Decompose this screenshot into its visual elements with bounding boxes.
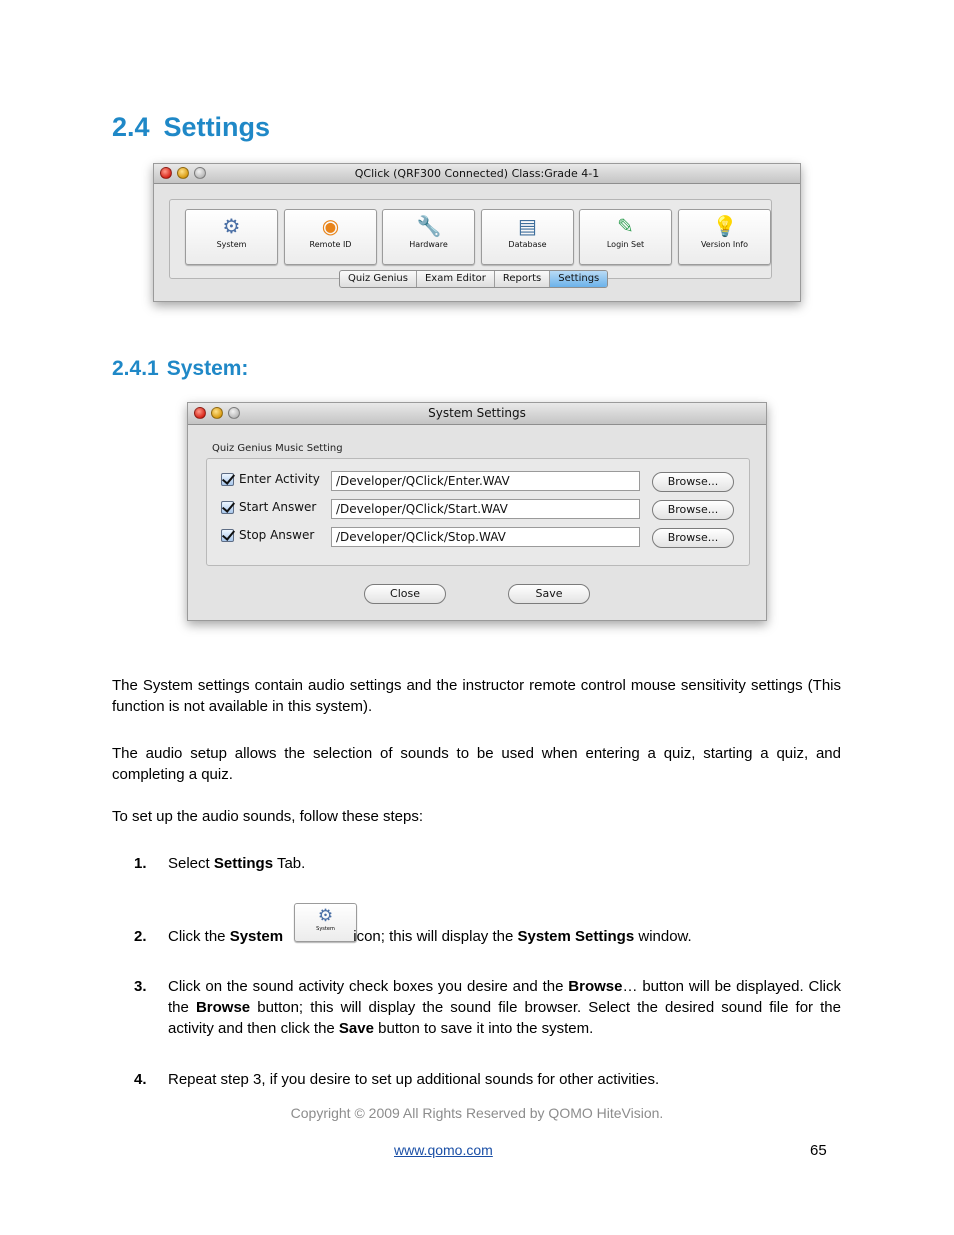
tab-reports[interactable]: Reports (495, 271, 550, 287)
start-answer-browse-button[interactable]: Browse... (652, 500, 734, 520)
system-inline-icon-label: System (316, 926, 335, 932)
main-window-titlebar (154, 164, 800, 184)
stop-answer-browse-button[interactable]: Browse... (652, 528, 734, 548)
tab-settings[interactable]: Settings (550, 271, 607, 287)
stop-answer-checkbox[interactable] (221, 529, 234, 542)
version-info-button[interactable] (678, 209, 771, 265)
system-window-controls (194, 407, 240, 419)
main-tab-bar (339, 270, 608, 288)
paragraph-audio-setup: The audio setup allows the selection of sounds to be used when entering a quiz, starting a quiz, and completing a quiz. (112, 745, 841, 783)
step-1-text: Select Settings Tab. (168, 855, 306, 872)
subsection-title: System: (166, 357, 249, 380)
section-number: 2.4 (112, 112, 150, 142)
start-answer-row (221, 499, 741, 521)
step-2-number: 2. (134, 928, 147, 945)
tab-exam-editor[interactable]: Exam Editor (417, 271, 495, 287)
toolbar-panel (169, 199, 772, 279)
start-answer-label: Start Answer (239, 500, 317, 514)
stop-answer-row (221, 527, 741, 549)
login-set-button[interactable] (579, 209, 672, 265)
gear-icon: ⚙ (317, 906, 334, 926)
step-4-text: Repeat step 3, if you desire to set up additional sounds for other activities. (168, 1071, 660, 1088)
step-2-text: Click the System icon; this will display the System Settings window. (168, 928, 692, 945)
system-window-title: System Settings (428, 406, 526, 420)
pencil-icon: ✎ (617, 214, 634, 238)
website-link[interactable]: www.qomo.com (394, 1142, 493, 1158)
minimize-window-button[interactable] (177, 167, 189, 179)
hardware-button[interactable] (382, 209, 475, 265)
enter-activity-checkbox[interactable] (221, 473, 234, 486)
zoom-window-button[interactable] (228, 407, 240, 419)
enter-activity-label: Enter Activity (239, 472, 320, 486)
section-heading (112, 112, 270, 143)
minimize-window-button[interactable] (211, 407, 223, 419)
music-setting-group-label: Quiz Genius Music Setting (212, 443, 343, 454)
database-button[interactable] (481, 209, 574, 265)
version-info-button-label: Version Info (700, 240, 749, 249)
system-settings-window (187, 402, 767, 621)
zoom-window-button[interactable] (194, 167, 206, 179)
stop-answer-path-field[interactable]: /Developer/QClick/Stop.WAV (331, 527, 640, 547)
start-answer-path-field[interactable]: /Developer/QClick/Start.WAV (331, 499, 640, 519)
main-window-title: QClick (QRF300 Connected) Class:Grade 4-1 (354, 167, 600, 180)
main-window (153, 163, 801, 302)
database-icon: ▤ (518, 214, 537, 238)
remote-id-button-label: Remote ID (309, 240, 352, 249)
window-controls (160, 167, 206, 179)
enter-activity-path-field[interactable]: /Developer/QClick/Enter.WAV (331, 471, 640, 491)
rss-icon: ◉ (321, 214, 340, 238)
step-1-number: 1. (134, 855, 147, 872)
close-window-button[interactable] (194, 407, 206, 419)
start-answer-checkbox[interactable] (221, 501, 234, 514)
enter-activity-row (221, 471, 741, 493)
subsection-number: 2.4.1 (112, 357, 159, 380)
step-3-number: 3. (134, 978, 147, 995)
hardware-button-label: Hardware (409, 240, 448, 249)
close-window-button[interactable] (160, 167, 172, 179)
database-button-label: Database (508, 240, 547, 249)
tab-quiz-genius[interactable]: Quiz Genius (340, 271, 417, 287)
save-button[interactable]: Save (508, 584, 590, 604)
lightbulb-icon: 💡 (712, 214, 738, 238)
system-button[interactable] (185, 209, 278, 265)
copyright-footer: Copyright © 2009 All Rights Reserved by QOMO HiteVision. (290, 1105, 664, 1121)
remote-id-button[interactable] (284, 209, 377, 265)
system-button-label: System (216, 240, 247, 249)
music-setting-group (206, 458, 750, 566)
login-set-button-label: Login Set (606, 240, 645, 249)
wrench-icon: 🔧 (416, 214, 442, 238)
subsection-heading (112, 357, 248, 381)
stop-answer-label: Stop Answer (239, 528, 315, 542)
step-3-text: Click on the sound activity check boxes you desire and the Browse… button will be displayed. Click the Browse button; this will display the sound file browser. Select the desired sound file for the activity and then click the Save button to save it into the system. (168, 978, 841, 1037)
section-title: Settings (163, 112, 271, 142)
enter-activity-browse-button[interactable]: Browse... (652, 472, 734, 492)
step-4-number: 4. (134, 1071, 147, 1088)
close-button[interactable]: Close (364, 584, 446, 604)
gear-icon: ⚙ (222, 214, 241, 238)
paragraph-system-settings: The System settings contain audio settings and the instructor remote control mouse sensitivity settings (This function is not available in this system). (112, 677, 841, 715)
paragraph-steps-intro: To set up the audio sounds, follow these steps: (112, 808, 424, 825)
page-number: 65 (810, 1142, 827, 1159)
system-window-titlebar (188, 403, 766, 425)
